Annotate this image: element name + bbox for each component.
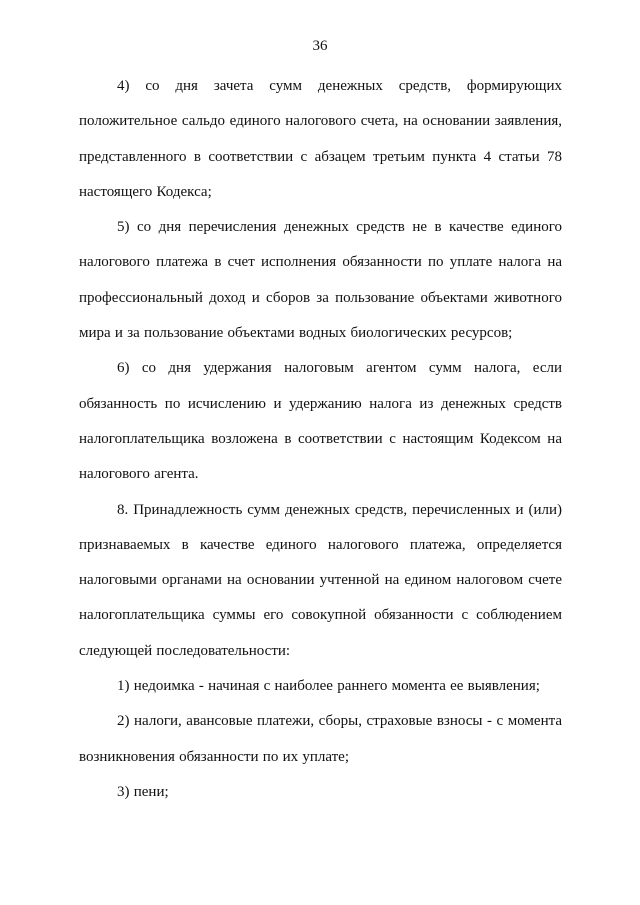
paragraph-item-4: 4) со дня зачета сумм денежных средств, формирующих положительное сальдо единого налогового счета, на основании заявления, представленного в соответствии с абзацем третьим пункта 4 статьи 78 настоящего Кодекса; [79,78,562,200]
paragraph-item-6: 6) со дня удержания налоговым агентом сумм налога, если обязанность по исчислению и удержанию налога из денежных средств налогоплательщика возложена в соответствии с настоящим Кодексом на налогового агента. [79,360,562,483]
paragraph-order-3: 3) пени; [117,783,169,800]
page-number: 36 [312,38,328,54]
paragraph-order-2: 2) налоги, авансовые платежи, сборы, страховые взносы - с момента возникновения обязанности по их уплате; [79,713,562,765]
document-body [79,69,562,810]
paragraph-order-1: 1) недоимка - начиная с наиболее раннего момента ее выявления; [117,678,540,695]
paragraph-item-5: 5) со дня перечисления денежных средств не в качестве единого налогового платежа в счет исполнения обязанности по уплате налога на профессиональный доход и сборов за пользование объектами животного мира и за пользование объектами водных биологических ресурсов; [79,219,562,342]
paragraph-clause-8: 8. Принадлежность сумм денежных средств, перечисленных и (или) признаваемых в качестве единого налогового платежа, определяется налоговыми органами на основании учтенной на едином налоговом счете налогоплательщика суммы его совокупной обязанности с соблюдением следующей последовательности: [79,501,562,659]
